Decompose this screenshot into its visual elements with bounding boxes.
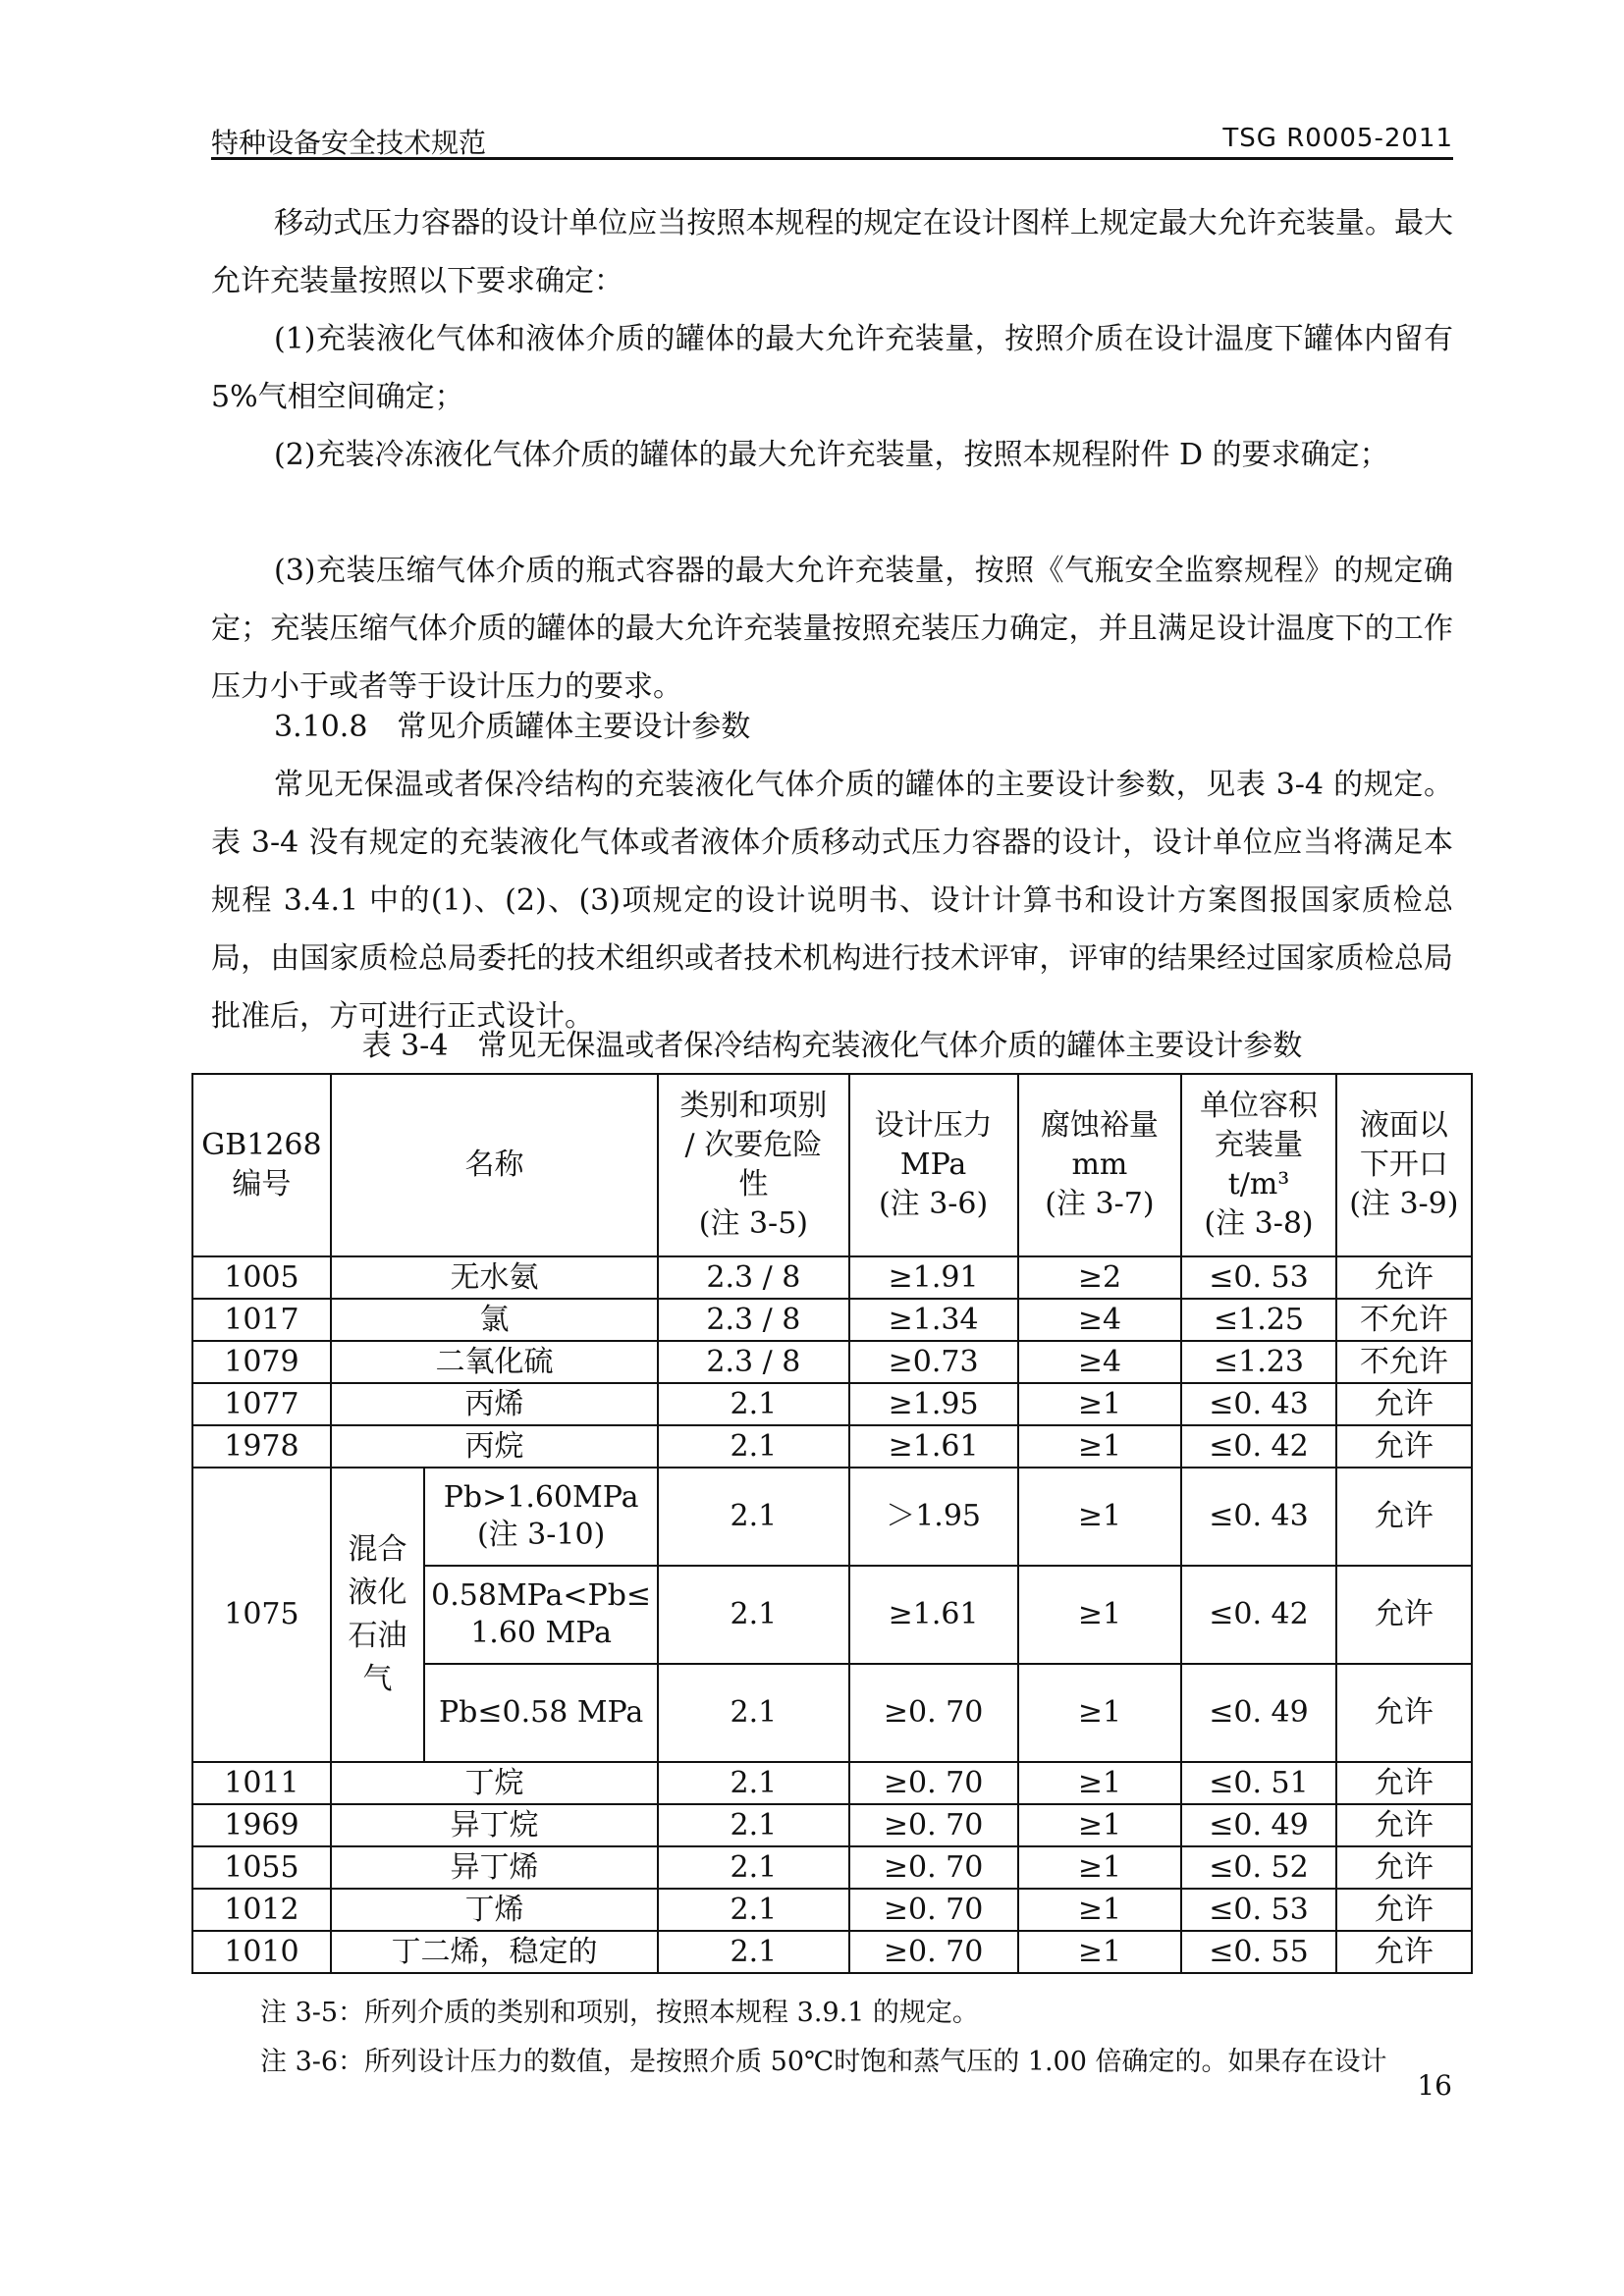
cell-opening: 允许 xyxy=(1336,1468,1472,1566)
table-row-lpg xyxy=(192,1468,1472,1566)
cell-category: 2.3 / 8 xyxy=(658,1299,849,1341)
table-row xyxy=(192,1804,1472,1846)
cell-pressure: ≥1.34 xyxy=(849,1299,1018,1341)
cell-lpg-condition: Pb≤0.58 MPa xyxy=(424,1664,658,1762)
cell-category: 2.1 xyxy=(658,1931,849,1973)
paragraph-item-2: (2)充装冷冻液化气体介质的罐体的最大允许充装量，按照本规程附件 D 的要求确定； xyxy=(274,438,1389,472)
header-number: GB1268 编号 xyxy=(192,1074,331,1256)
cell-fill: ≤0. 53 xyxy=(1181,1889,1335,1931)
cell-fill: ≤0. 49 xyxy=(1181,1804,1335,1846)
cell-number: 1079 xyxy=(192,1341,331,1383)
header-corrosion-allowance: 腐蚀裕量 mm (注 3-7) xyxy=(1018,1074,1182,1256)
page-header xyxy=(211,118,1453,160)
cell-corrosion: ≥1 xyxy=(1018,1425,1182,1468)
cell-fill: ≤0. 42 xyxy=(1181,1566,1335,1664)
cell-lpg-name: 混合 液化 石油 气 xyxy=(331,1468,424,1762)
table-row xyxy=(192,1762,1472,1804)
header-design-pressure: 设计压力 MPa (注 3-6) xyxy=(849,1074,1018,1256)
note-3-6: 注 3-6：所列设计压力的数值，是按照介质 50℃时饱和蒸气压的 1.00 倍确定的。如果存在设计 xyxy=(260,2047,1387,2077)
cell-corrosion: ≥2 xyxy=(1018,1256,1182,1299)
table-row xyxy=(192,1846,1472,1889)
cell-pressure: ≥1.95 xyxy=(849,1383,1018,1425)
cell-number: 1012 xyxy=(192,1889,331,1931)
cell-fill: ≤0. 55 xyxy=(1181,1931,1335,1973)
header-filling-ratio: 单位容积 充装量 t/m³ (注 3-8) xyxy=(1181,1074,1335,1256)
cell-pressure: ≥0. 70 xyxy=(849,1804,1018,1846)
cell-category: 2.1 xyxy=(658,1468,849,1566)
cell-name: 无水氨 xyxy=(331,1256,658,1299)
table-row xyxy=(192,1341,1472,1383)
cell-fill: ≤0. 43 xyxy=(1181,1383,1335,1425)
header-name: 名称 xyxy=(331,1074,658,1256)
cell-corrosion: ≥1 xyxy=(1018,1383,1182,1425)
cell-name: 丁烷 xyxy=(331,1762,658,1804)
header-title: 特种设备安全技术规范 xyxy=(211,127,487,159)
header-category: 类别和项别 / 次要危险 性 (注 3-5) xyxy=(658,1074,849,1256)
table-row xyxy=(192,1425,1472,1468)
cell-pressure: ＞1.95 xyxy=(849,1468,1018,1566)
cell-category: 2.1 xyxy=(658,1846,849,1889)
cell-corrosion: ≥4 xyxy=(1018,1299,1182,1341)
table-header-row xyxy=(192,1074,1472,1256)
cell-pressure: ≥0. 70 xyxy=(849,1762,1018,1804)
paragraph-item-3: (3)充装压缩气体介质的瓶式容器的最大允许充装量，按照《气瓶安全监察规程》的规定确定；充装压缩气体介质的罐体的最大允许充装量按照充装压力确定，并且满足设计温度下的工作压力小于或者等于设计压力的要求。 xyxy=(211,554,1453,704)
cell-name: 氯 xyxy=(331,1299,658,1341)
cell-name: 异丁烯 xyxy=(331,1846,658,1889)
table-row xyxy=(192,1383,1472,1425)
cell-number: 1010 xyxy=(192,1931,331,1973)
cell-fill: ≤0. 51 xyxy=(1181,1762,1335,1804)
cell-lpg-condition: Pb>1.60MPa (注 3-10) xyxy=(424,1468,658,1566)
cell-category: 2.3 / 8 xyxy=(658,1256,849,1299)
cell-corrosion: ≥1 xyxy=(1018,1664,1182,1762)
cell-opening: 允许 xyxy=(1336,1889,1472,1931)
cell-number: 1075 xyxy=(192,1468,331,1762)
cell-opening: 允许 xyxy=(1336,1664,1472,1762)
cell-corrosion: ≥1 xyxy=(1018,1762,1182,1804)
cell-opening: 允许 xyxy=(1336,1762,1472,1804)
cell-pressure: ≥0. 70 xyxy=(849,1664,1018,1762)
cell-pressure: ≥0. 70 xyxy=(849,1931,1018,1973)
page-number: 16 xyxy=(1417,2069,1452,2102)
cell-fill: ≤0. 49 xyxy=(1181,1664,1335,1762)
paragraph-section-body: 常见无保温或者保冷结构的充装液化气体介质的罐体的主要设计参数，见表 3-4 的规定。表 3-4 没有规定的充装液化气体或者液体介质移动式压力容器的设计，设计单位应当将满足本规程 3.4.1 中的(1)、(2)、(3)项规定的设计说明书、设计计算书和设计方案图报国家质检总局，由国家质检总局委托的技术组织或者技术机构进行技术评审，评审的结果经过国家质检总局批准后，方可进行正式设计。 xyxy=(211,768,1453,1034)
cell-number: 1077 xyxy=(192,1383,331,1425)
table-row xyxy=(192,1889,1472,1931)
cell-fill: ≤0. 53 xyxy=(1181,1256,1335,1299)
table-caption: 表 3-4 常见无保温或者保冷结构充装液化气体介质的罐体主要设计参数 xyxy=(361,1029,1303,1063)
cell-number: 1017 xyxy=(192,1299,331,1341)
cell-pressure: ≥1.91 xyxy=(849,1256,1018,1299)
cell-category: 2.1 xyxy=(658,1804,849,1846)
cell-category: 2.1 xyxy=(658,1889,849,1931)
cell-name: 丙烷 xyxy=(331,1425,658,1468)
cell-number: 1011 xyxy=(192,1762,331,1804)
cell-corrosion: ≥4 xyxy=(1018,1341,1182,1383)
cell-corrosion: ≥1 xyxy=(1018,1889,1182,1931)
cell-corrosion: ≥1 xyxy=(1018,1846,1182,1889)
table-row xyxy=(192,1256,1472,1299)
cell-fill: ≤1.25 xyxy=(1181,1299,1335,1341)
cell-number: 1055 xyxy=(192,1846,331,1889)
cell-number: 1005 xyxy=(192,1256,331,1299)
paragraph-item-1: (1)充装液化气体和液体介质的罐体的最大允许充装量，按照介质在设计温度下罐体内留有 5%气相空间确定； xyxy=(211,322,1453,414)
cell-category: 2.1 xyxy=(658,1664,849,1762)
section-heading: 3.10.8 常见介质罐体主要设计参数 xyxy=(274,710,751,744)
table-row xyxy=(192,1931,1472,1973)
cell-fill: ≤0. 52 xyxy=(1181,1846,1335,1889)
header-bottom-opening: 液面以 下开口 (注 3-9) xyxy=(1336,1074,1472,1256)
design-parameters-table xyxy=(191,1073,1473,1974)
cell-category: 2.1 xyxy=(658,1566,849,1664)
paragraph-fill-intro: 移动式压力容器的设计单位应当按照本规程的规定在设计图样上规定最大允许充装量。最大允许充装量按照以下要求确定： xyxy=(211,206,1453,298)
cell-name: 丁烯 xyxy=(331,1889,658,1931)
cell-number: 1969 xyxy=(192,1804,331,1846)
cell-fill: ≤1.23 xyxy=(1181,1341,1335,1383)
cell-name: 二氧化硫 xyxy=(331,1341,658,1383)
cell-pressure: ≥0. 70 xyxy=(849,1889,1018,1931)
cell-fill: ≤0. 42 xyxy=(1181,1425,1335,1468)
cell-name: 丙烯 xyxy=(331,1383,658,1425)
cell-opening: 不允许 xyxy=(1336,1299,1472,1341)
cell-category: 2.1 xyxy=(658,1383,849,1425)
table-row xyxy=(192,1299,1472,1341)
cell-category: 2.3 / 8 xyxy=(658,1341,849,1383)
cell-opening: 允许 xyxy=(1336,1931,1472,1973)
cell-opening: 允许 xyxy=(1336,1383,1472,1425)
cell-corrosion: ≥1 xyxy=(1018,1931,1182,1973)
cell-opening: 允许 xyxy=(1336,1256,1472,1299)
header-standard-code: TSG R0005-2011 xyxy=(1222,124,1453,153)
cell-corrosion: ≥1 xyxy=(1018,1804,1182,1846)
cell-name: 异丁烷 xyxy=(331,1804,658,1846)
cell-number: 1978 xyxy=(192,1425,331,1468)
cell-name: 丁二烯，稳定的 xyxy=(331,1931,658,1973)
cell-opening: 不允许 xyxy=(1336,1341,1472,1383)
cell-fill: ≤0. 43 xyxy=(1181,1468,1335,1566)
note-3-5: 注 3-5：所列介质的类别和项别，按照本规程 3.9.1 的规定。 xyxy=(260,1998,979,2028)
cell-opening: 允许 xyxy=(1336,1425,1472,1468)
cell-pressure: ≥1.61 xyxy=(849,1566,1018,1664)
cell-opening: 允许 xyxy=(1336,1846,1472,1889)
cell-category: 2.1 xyxy=(658,1762,849,1804)
cell-category: 2.1 xyxy=(658,1425,849,1468)
cell-pressure: ≥1.61 xyxy=(849,1425,1018,1468)
cell-corrosion: ≥1 xyxy=(1018,1468,1182,1566)
cell-pressure: ≥0.73 xyxy=(849,1341,1018,1383)
cell-corrosion: ≥1 xyxy=(1018,1566,1182,1664)
cell-pressure: ≥0. 70 xyxy=(849,1846,1018,1889)
cell-opening: 允许 xyxy=(1336,1804,1472,1846)
cell-lpg-condition: 0.58MPa<Pb≤ 1.60 MPa xyxy=(424,1566,658,1664)
cell-opening: 允许 xyxy=(1336,1566,1472,1664)
